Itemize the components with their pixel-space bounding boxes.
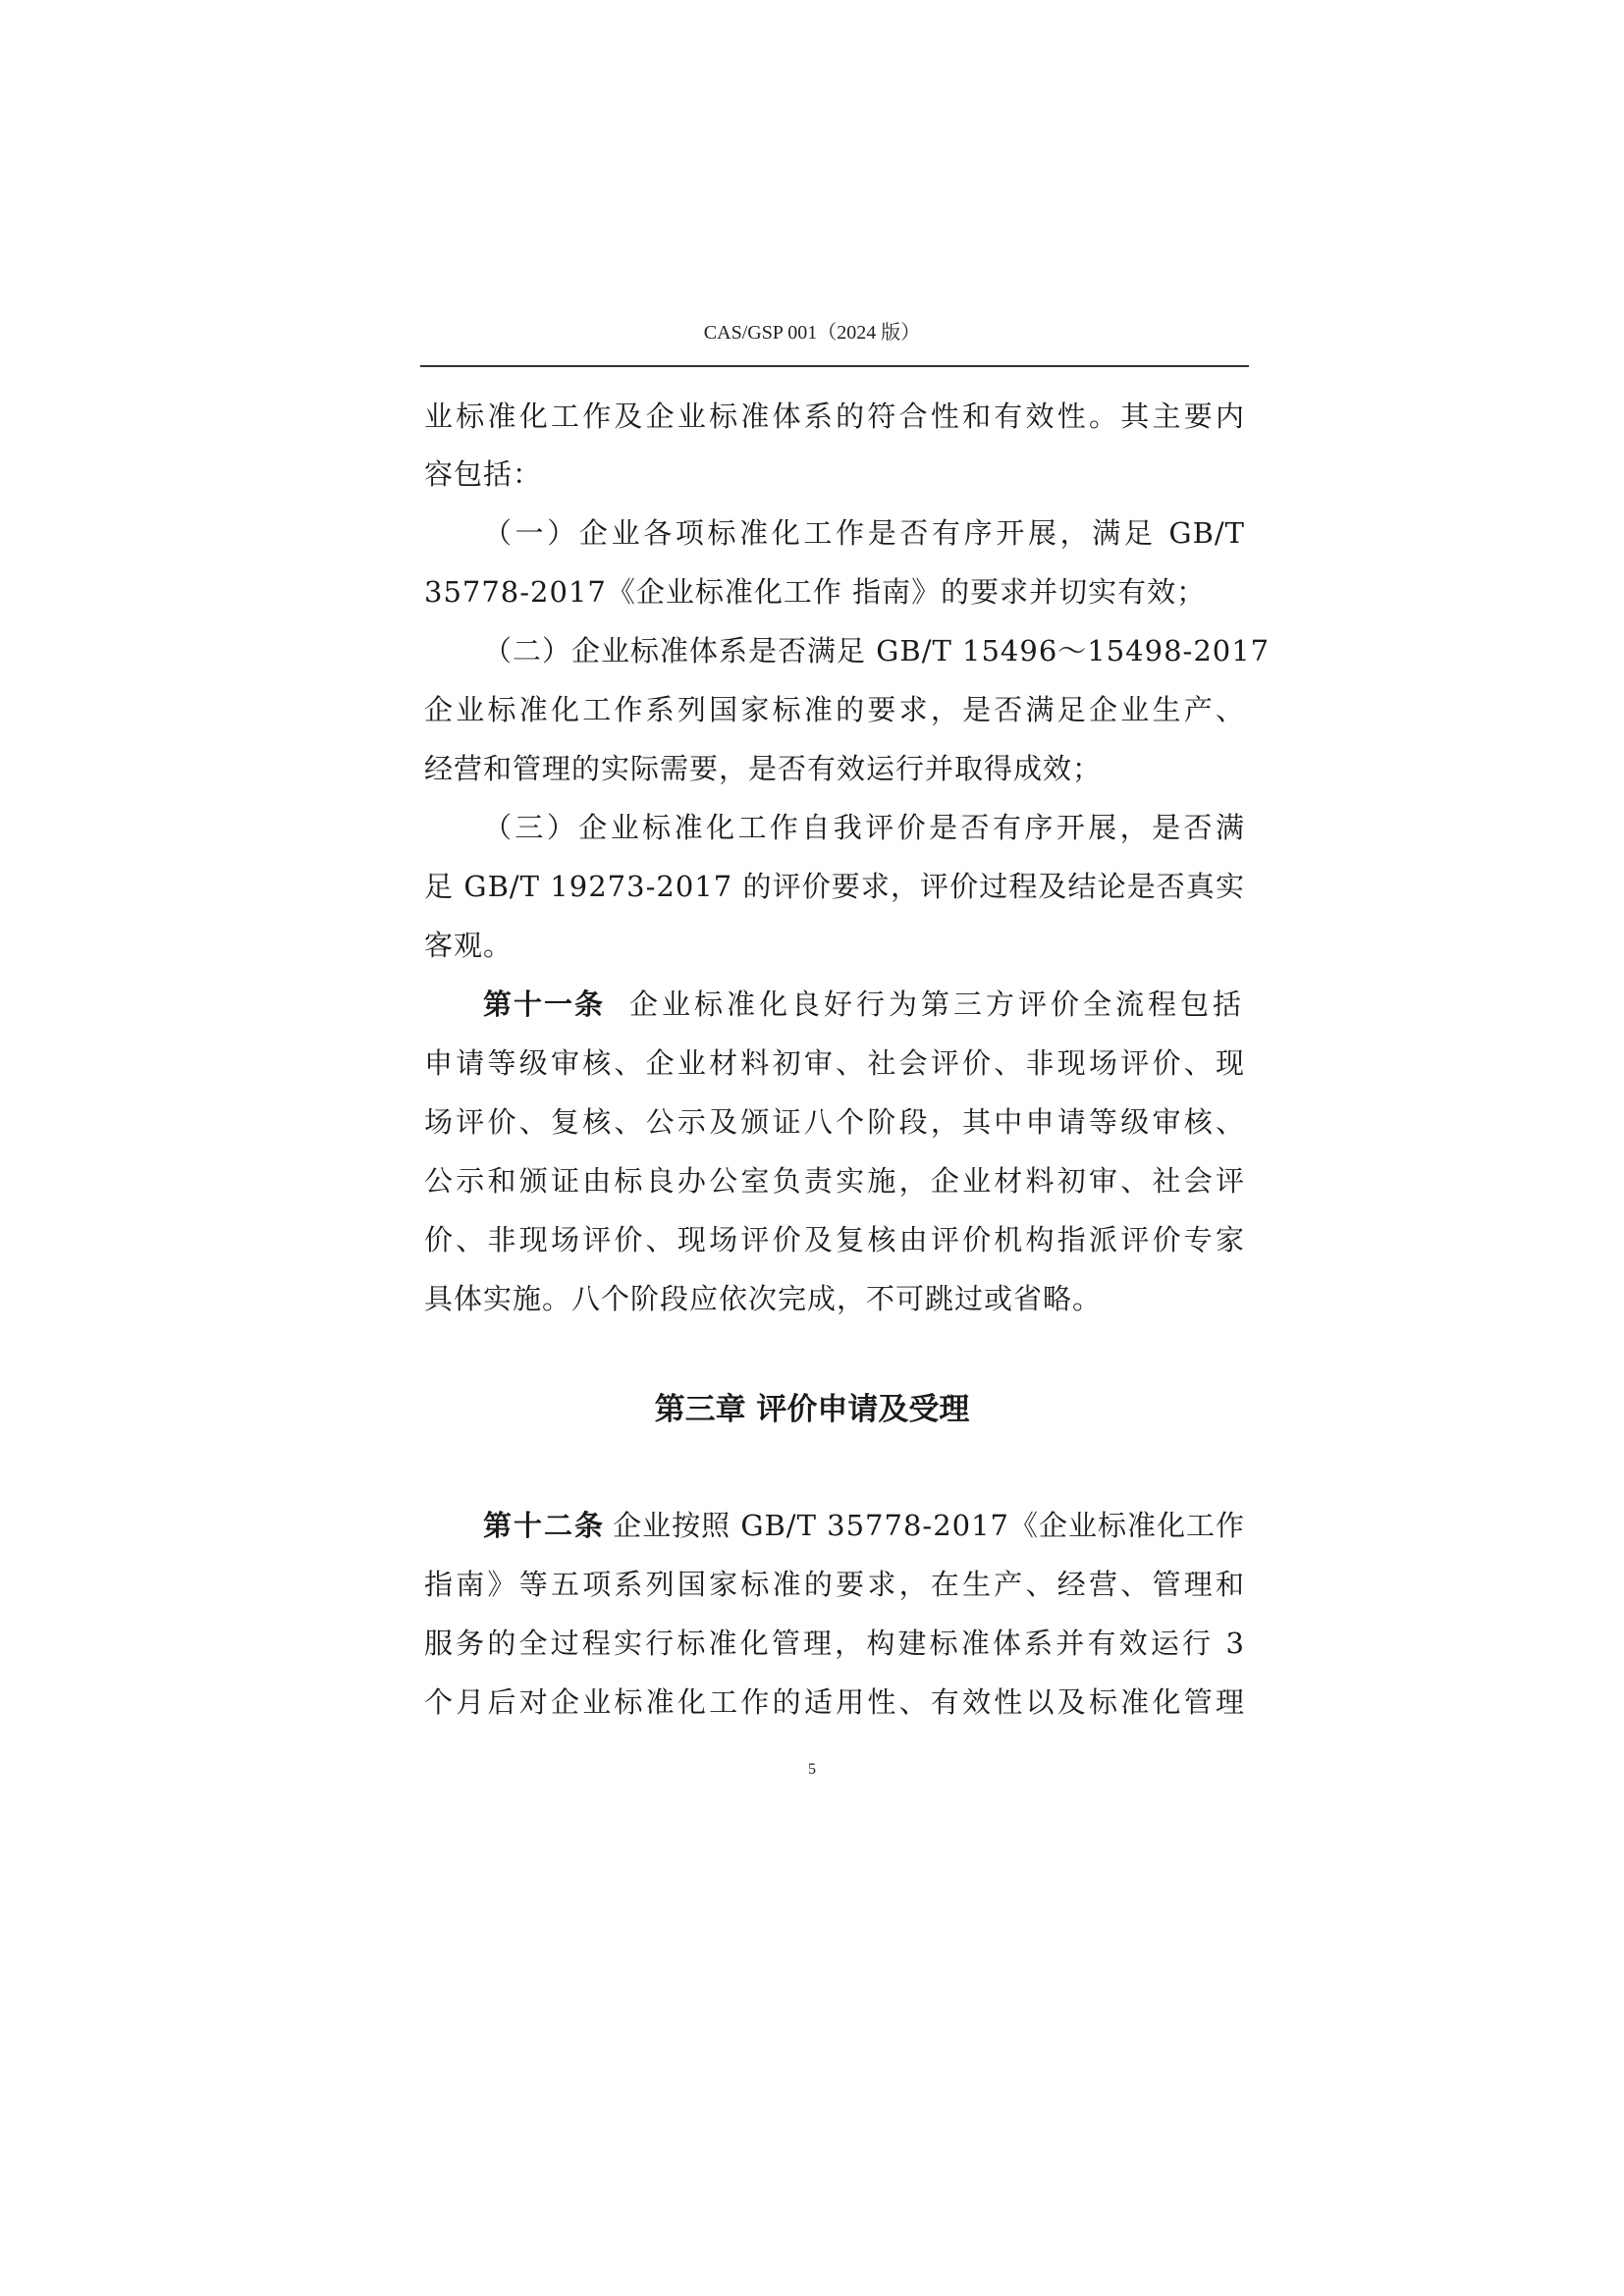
article-line: 申请等级审核、企业材料初审、社会评价、非现场评价、现 [424, 1046, 1245, 1080]
article-text: 企业按照 GB/T 35778-2017《企业标准化工作 [613, 1509, 1245, 1542]
article-12-first-line [483, 1506, 1245, 1545]
paragraph-line: 容包括： [424, 457, 543, 491]
list-item-line: （三）企业标准化工作自我评价是否有序开展，是否满 [483, 811, 1245, 844]
chapter-title: 第三章 评价申请及受理 [654, 1392, 970, 1427]
list-item-line: 客观。 [424, 929, 514, 962]
article-line: 价、非现场评价、现场评价及复核由评价机构指派评价专家 [424, 1223, 1245, 1256]
list-item-line: 足 GB/T 19273-2017 的评价要求，评价过程及结论是否真实 [424, 870, 1245, 903]
list-item-line: （二）企业标准体系是否满足 GB/T 15496～15498-2017 [483, 634, 1271, 667]
list-item-line: 35778-2017《企业标准化工作 指南》的要求并切实有效； [424, 575, 1207, 609]
list-item-line: （一）企业各项标准化工作是否有序开展，满足 GB/T [483, 516, 1245, 550]
article-line: 公示和颁证由标良办公室负责实施，企业材料初审、社会评 [424, 1164, 1245, 1198]
article-line: 具体实施。八个阶段应依次完成，不可跳过或省略。 [424, 1282, 1103, 1315]
article-line: 场评价、复核、公示及颁证八个阶段，其中申请等级审核、 [424, 1105, 1245, 1139]
article-line: 指南》等五项系列国家标准的要求，在生产、经营、管理和 [424, 1568, 1245, 1601]
list-item-line: 经营和管理的实际需要，是否有效运行并取得成效； [424, 752, 1103, 785]
article-line: 个月后对企业标准化工作的适用性、有效性以及标准化管理 [424, 1685, 1245, 1719]
article-text: 企业标准化良好行为第三方评价全流程包括 [628, 988, 1245, 1021]
header-rule [420, 365, 1249, 367]
list-item-line: 企业标准化工作系列国家标准的要求，是否满足企业生产、 [424, 693, 1245, 726]
article-11-first-line [483, 985, 1245, 1024]
page-number: 5 [808, 1761, 816, 1778]
article-label: 第十一条 [483, 988, 606, 1021]
article-line: 服务的全过程实行标准化管理，构建标准体系并有效运行 3 [424, 1627, 1245, 1660]
page-header: CAS/GSP 001（2024 版） [703, 322, 921, 344]
article-label: 第十二条 [483, 1509, 606, 1542]
paragraph-line: 业标准化工作及企业标准体系的符合性和有效性。其主要内 [424, 400, 1245, 433]
